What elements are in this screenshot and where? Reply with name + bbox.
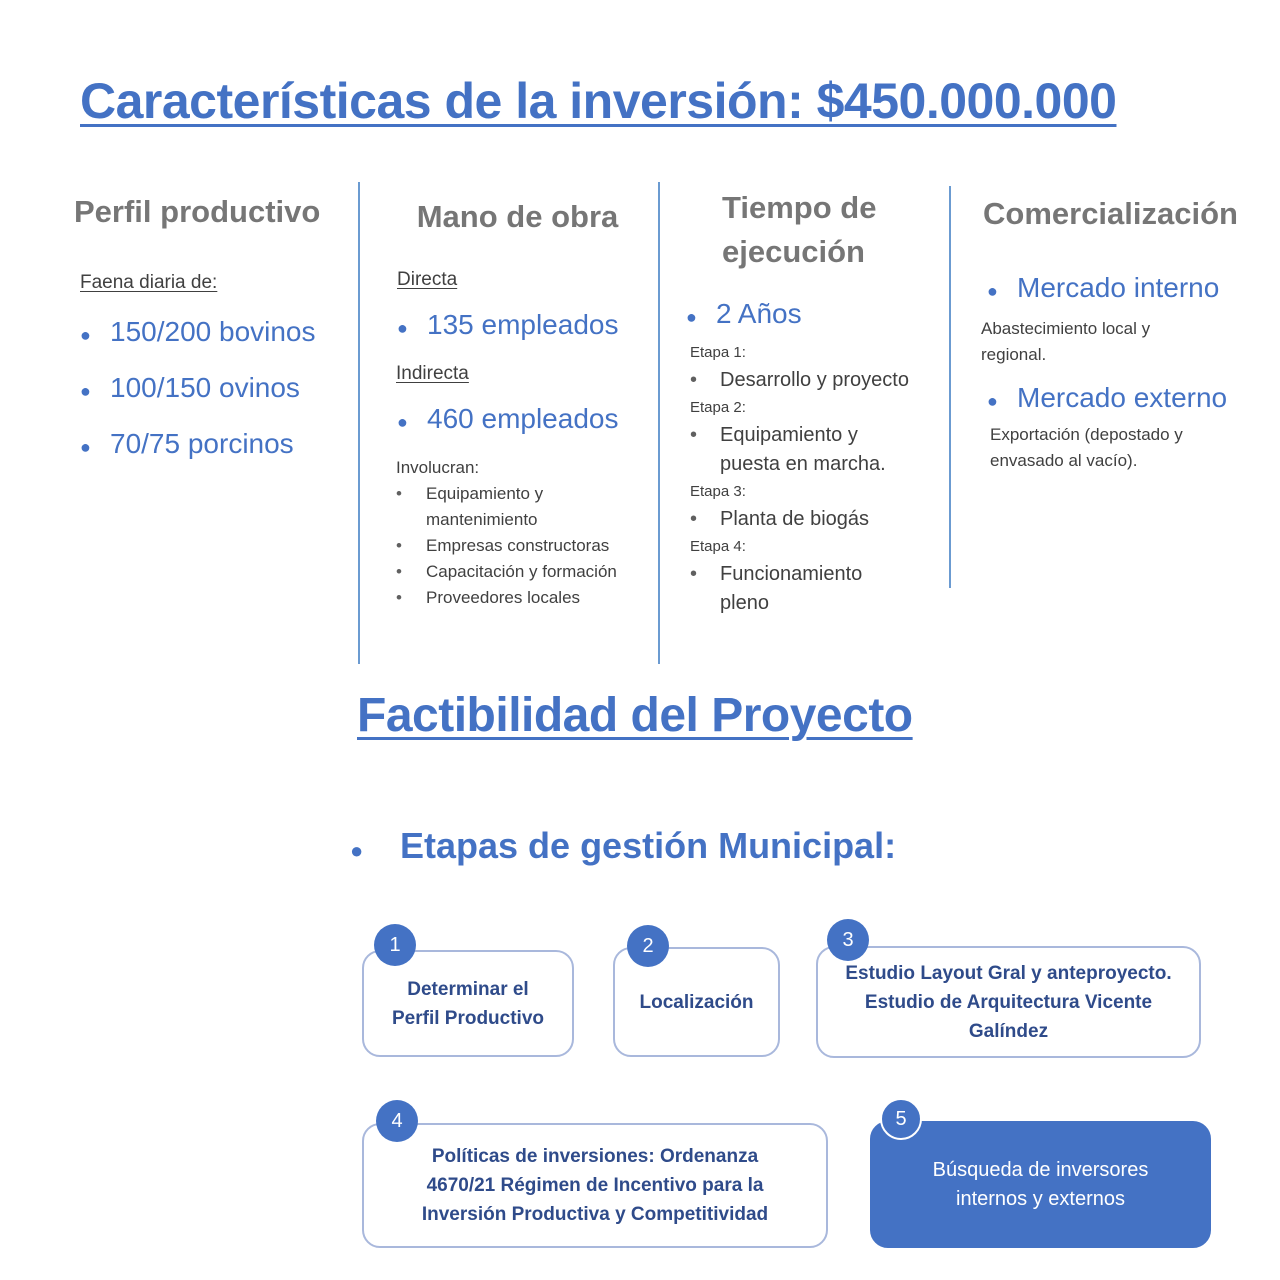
involucran-list: [396, 481, 656, 611]
directa-value: [397, 309, 650, 341]
stage-label: Etapa 2:: [690, 399, 746, 416]
list-item-text: 460 empleados: [427, 403, 619, 434]
step-number-4: 4: [376, 1100, 418, 1142]
step-number-2: 2: [627, 925, 669, 967]
section-title: Factibilidad del Proyecto: [357, 689, 913, 742]
step-box-1: [362, 950, 574, 1057]
bullet-icon: ●: [80, 437, 91, 457]
bullet-icon: ●: [350, 838, 364, 863]
mercado-interno: [987, 272, 1265, 304]
stage-label: Etapa 1:: [690, 344, 746, 361]
list-item: • Capacitación y formación: [396, 559, 656, 585]
stages-list: [690, 340, 940, 618]
column-heading: Mano de obra: [416, 199, 619, 234]
list-item-text: 2 Años: [716, 298, 802, 329]
step-number-5: 5: [880, 1098, 922, 1140]
step-text: Localización: [639, 991, 754, 1013]
list-item-text: 100/150 ovinos: [110, 372, 300, 403]
tiempo-value: [686, 298, 940, 330]
directa-label: Directa: [397, 269, 458, 290]
section-bullet: [350, 825, 896, 867]
column-tiempo-ejecucion: [680, 186, 940, 618]
list-item: • Empresas constructoras: [396, 533, 656, 559]
list-item-text: Mercado interno: [1017, 272, 1220, 303]
mercado-externo-desc: Exportación (depostado y envasado al vacío).: [990, 425, 1183, 470]
step-box-4: [362, 1123, 828, 1248]
bullet-icon: ●: [397, 318, 408, 338]
step-box-3: [816, 946, 1201, 1058]
list-item-text: 150/200 bovinos: [110, 316, 316, 347]
step-number-3: 3: [827, 919, 869, 961]
stage-items: [690, 505, 940, 534]
column-comercializacion: [975, 192, 1265, 474]
step-text: Búsqueda de inversores internos y externos: [932, 1158, 1149, 1210]
step-text: Estudio Layout Gral y anteproyecto. Estudio de Arquitectura Vicente Galíndez: [845, 962, 1172, 1042]
list-item: • Proveedores locales: [396, 585, 656, 611]
stage-items: [690, 366, 940, 395]
bullet-icon: ●: [686, 307, 697, 327]
list-item-text: 135 empleados: [427, 309, 619, 340]
column-divider: [658, 182, 660, 664]
column-heading: [722, 186, 940, 274]
column-heading: Perfil productivo: [74, 194, 321, 229]
list-item: [80, 428, 340, 460]
column-mano-de-obra: [385, 195, 650, 611]
mercado-interno-desc: Abastecimiento local y regional.: [981, 319, 1151, 364]
heading-line: ejecución: [722, 234, 865, 269]
list-item: • Equipamiento y mantenimiento: [396, 481, 576, 533]
stage-items: [690, 560, 940, 618]
bullet-icon: ●: [397, 412, 408, 432]
involucran-label: Involucran:: [396, 458, 480, 477]
column-perfil-productivo: [70, 190, 340, 460]
heading-line: Tiempo de: [722, 190, 877, 225]
bullet-icon: ●: [987, 281, 998, 301]
stage-item: • Funcionamiento pleno: [690, 560, 890, 618]
faena-label: Faena diaria de:: [80, 272, 218, 293]
stage-label: Etapa 4:: [690, 538, 746, 555]
mercado-externo: [987, 382, 1265, 414]
list-item: [80, 316, 340, 348]
main-title: Características de la inversión: $450.000.000: [80, 73, 1117, 129]
stage-items: [690, 421, 940, 479]
list-item-text: Mercado externo: [1017, 382, 1228, 413]
list-item-text: 70/75 porcinos: [110, 428, 294, 459]
bullet-icon: ●: [80, 381, 91, 401]
stage-item: • Equipamiento y puesta en marcha.: [690, 421, 900, 479]
step-text: Políticas de inversiones: Ordenanza 4670/21 Régimen de Incentivo para la Inversión Productiva y Competitividad: [421, 1146, 769, 1225]
indirecta-label: Indirecta: [396, 363, 469, 384]
step-number-1: 1: [374, 924, 416, 966]
column-divider: [949, 186, 951, 588]
indirecta-value: [397, 403, 650, 435]
step-box-5: [870, 1121, 1211, 1248]
stage-item: • Planta de biogás: [690, 505, 940, 534]
stage-item: • Desarrollo y proyecto: [690, 366, 940, 395]
step-text: Determinar el Perfil Productivo: [391, 978, 545, 1029]
stage-label: Etapa 3:: [690, 483, 746, 500]
column-divider: [358, 182, 360, 664]
column-heading: Comercialización: [983, 196, 1238, 231]
list-item: [80, 372, 340, 404]
section-bullet-text: Etapas de gestión Municipal:: [400, 825, 897, 866]
bullet-icon: ●: [80, 325, 91, 345]
bullet-icon: ●: [987, 391, 998, 411]
